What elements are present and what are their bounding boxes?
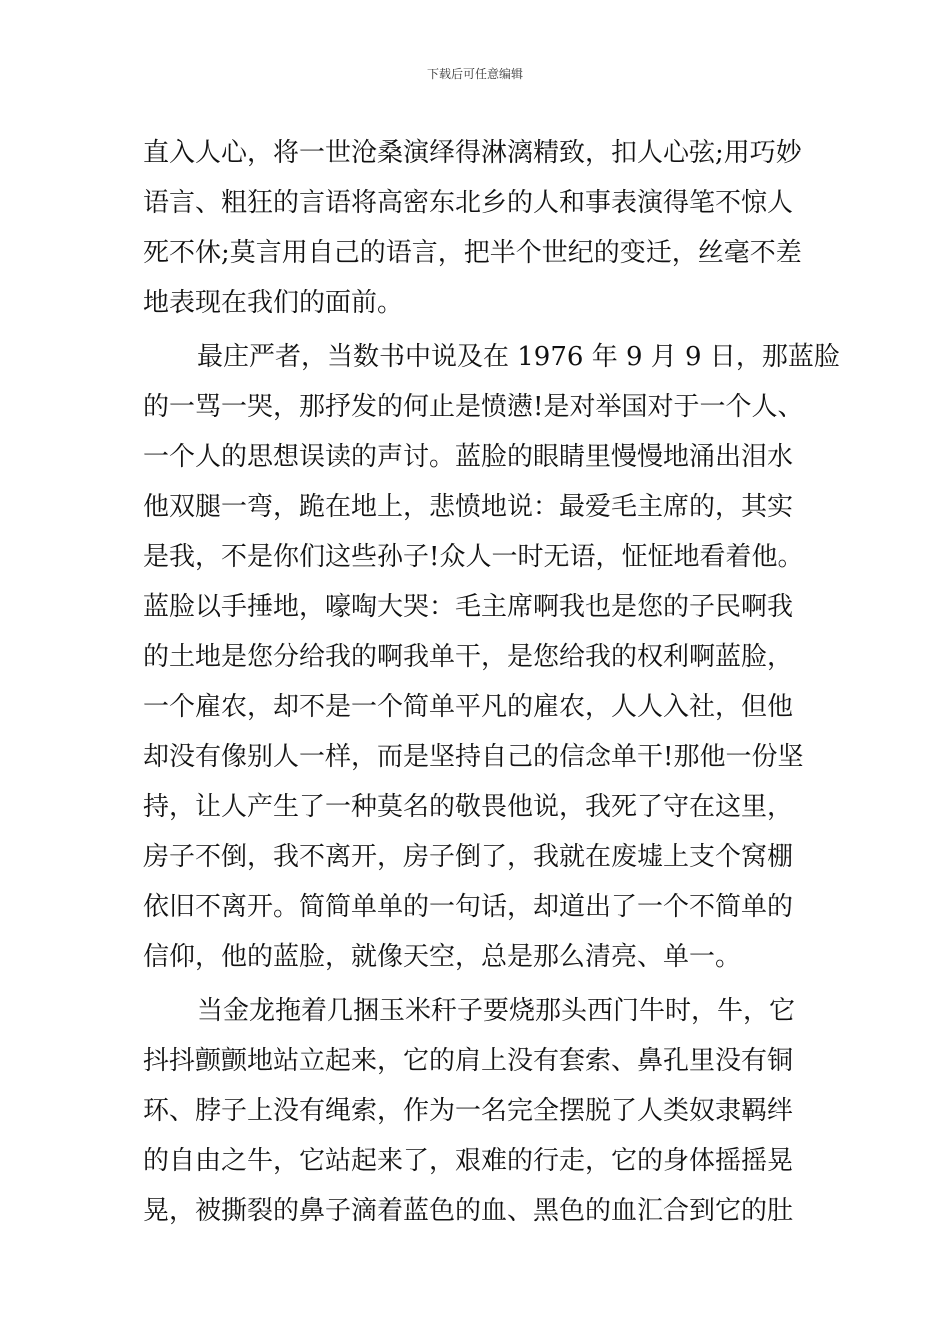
paragraph-1 (143, 128, 809, 328)
text-line: 他双腿一弯，跪在地上，悲愤地说：最爱毛主席的，其实 (143, 492, 794, 522)
text-line: 当金龙拖着几捆玉米秆子要烧那头西门牛时，牛，它 (197, 996, 796, 1026)
text-line: 语言、粗狂的言语将高密东北乡的人和事表演得笔不惊人 (143, 188, 794, 218)
text-line: 最庄严者，当数书中说及在 1976 年 9 月 9 日，那蓝脸 (197, 342, 840, 372)
text-line: 蓝脸以手捶地，嚎啕大哭：毛主席啊我也是您的子民啊我 (143, 592, 794, 622)
text-line: 一个人的思想误读的声讨。蓝脸的眼睛里慢慢地涌出泪水 (143, 442, 794, 472)
paragraph-2 (143, 332, 840, 982)
document-body (143, 128, 840, 1236)
text-line: 的一骂一哭，那抒发的何止是愤懑!是对举国对于一个人、 (143, 392, 804, 422)
text-line: 的自由之牛，它站起来了，艰难的行走，它的身体摇摇晃 (143, 1146, 794, 1176)
text-line: 却没有像别人一样，而是坚持自己的信念单干!那他一份坚 (143, 742, 804, 772)
text-line: 信仰，他的蓝脸，就像天空，总是那么清亮、单一。 (143, 942, 742, 972)
text-line: 是我，不是你们这些孙子!众人一时无语，怔怔地看着他。 (143, 542, 804, 572)
text-line: 环、脖子上没有绳索，作为一名完全摆脱了人类奴隶羁绊 (143, 1096, 794, 1126)
text-line: 房子不倒，我不离开，房子倒了，我就在废墟上支个窝棚 (143, 842, 794, 872)
text-line: 直入人心，将一世沧桑演绎得淋漓精致，扣人心弦;用巧妙 (143, 138, 802, 168)
text-line: 地表现在我们的面前。 (143, 288, 404, 318)
page-header: 下载后可任意编辑 (426, 67, 523, 81)
text-line: 抖抖颤颤地站立起来，它的肩上没有套索、鼻孔里没有铜 (143, 1046, 794, 1076)
text-line: 死不休;莫言用自己的语言，把半个世纪的变迁，丝毫不差 (143, 238, 802, 268)
text-line: 一个雇农，却不是一个简单平凡的雇农，人人入社，但他 (143, 692, 794, 722)
text-line: 晃，被撕裂的鼻子滴着蓝色的血、黑色的血汇合到它的肚 (143, 1196, 794, 1226)
paragraph-3 (143, 986, 809, 1236)
text-line: 依旧不离开。简简单单的一句话，却道出了一个不简单的 (143, 892, 794, 922)
text-line: 持，让人产生了一种莫名的敬畏他说，我死了守在这里， (143, 792, 794, 822)
text-line: 的土地是您分给我的啊我单干，是您给我的权利啊蓝脸， (143, 642, 794, 672)
